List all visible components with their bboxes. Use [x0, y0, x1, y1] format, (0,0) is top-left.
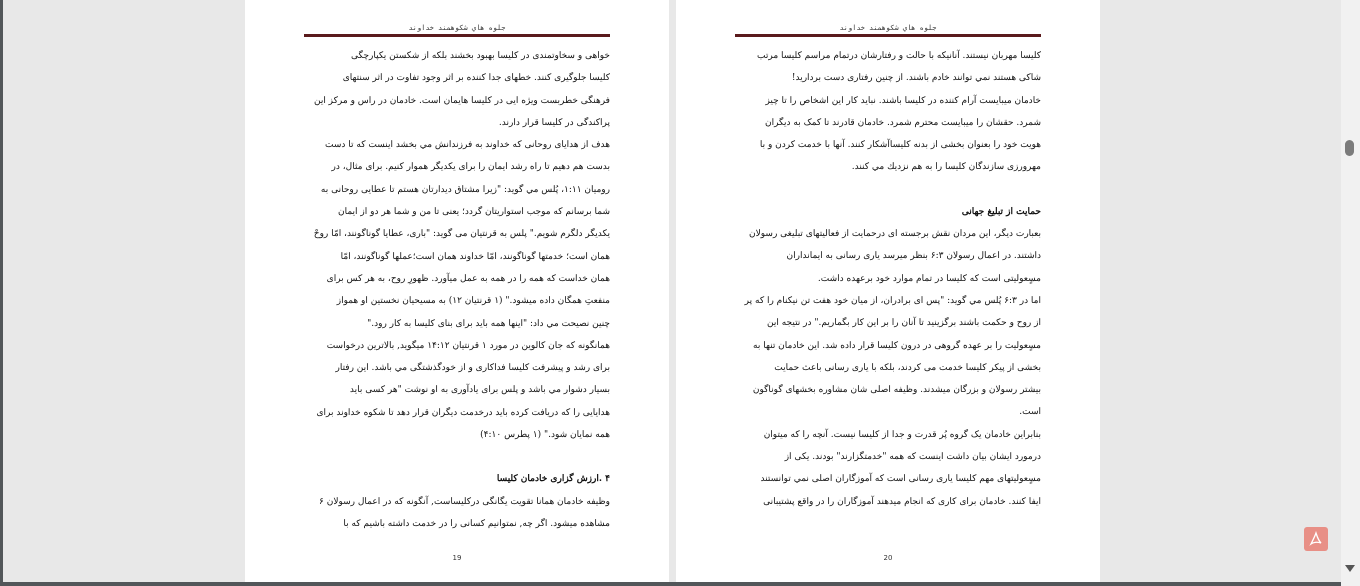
text-line [735, 179, 1041, 201]
text-line: داشتند. در اعمال رسولان ۶:۳ بنظر میرسد یاری رسانی به ایمانداران [786, 251, 1041, 262]
text-line: خادمان میبایست آرام کننده در کلیسا باشند. نباید کار این اشخاص را تا چیز [765, 95, 1041, 106]
pdf-icon[interactable] [1304, 527, 1328, 551]
header-rule [304, 34, 610, 37]
text-line: کلیسا جلوگیری کنند. خطهای جدا کننده بر اثر وجود تفاوت در اثر سنتهای [342, 73, 610, 84]
text-line: همان خداست که همه را در همه به عمل میآورد. ظهورِ روح، به هر کس برای [326, 273, 610, 284]
text-line: هدایایی را که دریافت کرده باید درخدمت دیگران قرار دهد تا شکوه خداوند برای [316, 407, 610, 418]
pdf-page-20 [676, 0, 1100, 582]
page-number: 19 [452, 554, 462, 562]
scroll-down-arrow-icon[interactable] [1345, 565, 1355, 572]
text-line: شما برسانم که موجب استواریتان گردد؛ یعنی تا من و شما هر دو از ایمان [337, 207, 610, 218]
text-line: فرهنگی خطربست ویژه ایی در کلیسا هایمان است. خادمان در راس و مرکز این [313, 95, 610, 106]
text-line: شاکی هستند نمي توانند خادم باشند. از چنین رفتاری دست بردارید! [791, 73, 1041, 84]
text-line: شمرد. حقشان را میبایست محترم شمرد. خادمان قادرند تا کمک به دیگران [764, 117, 1041, 128]
text-line: همان است؛ خدمتها گوناگونند، امّا خداوند همان است؛عملها گوناگونند، امّا [340, 251, 610, 262]
text-line: ایفا کنند. خادمان برای کاری که انجام میدهند آموزگاران را در واقع پشتیبانی [763, 496, 1041, 507]
text-line: بخشی از پیکر کلیسا خدمت می کردند، بلکه با یاری رسانی باعث حمایت [774, 362, 1041, 373]
text-line: چنین نصیحت مي داد: "اینها همه باید برای بنای کلیسا به کار رود." [367, 318, 610, 329]
page-text [735, 45, 1041, 513]
text-line: برای رشد و پیشرفت کلیسا فداکاری و از خودگذشتگی مي باشد. این رفتار [335, 363, 610, 374]
text-line: بیشتر رسولان و بزرگان میشدند. وظیفه اصلی شان مشاوره بخشهای گوناگون [752, 385, 1041, 396]
text-line: منفعتِ همگان داده میشود." (۱ قرنتیان ۱۲) به مسیحیان نخستین او همواز [336, 296, 610, 307]
text-line: رومیان ۱:۱۱، پُلس مي گوید: "زیرا مشتاق دیدارتان هستم تا عطایی روحانی به [320, 184, 610, 195]
text-line: اما در ۶:۳ پُلس مي گوید: "پس ای برادران، از میان خود هفت تن نیکنام را که پر [744, 295, 1041, 306]
running-head: جلوه هاي شکوهمند خداوند [408, 24, 506, 32]
pdf-page-19 [245, 0, 669, 582]
text-line: هدف از هدایای روحانی که خداوند به فرزندانش مي بخشد اینست که تا دست [325, 140, 610, 151]
text-line: یکدیگر دلگرم شویم." پلس به قرنتیان می گوید: "باری، عطایا گوناگونند، امّا روحْ [313, 229, 610, 240]
text-line: مسٍعولیت را بر عهده گروهی در درون کلیسا قرار داده شد. این خادمان تنها به [753, 340, 1041, 351]
text-line: وظیفه خادمان همانا تقویت یگانگی درکلیساست, آنگونه که در اعمال رسولان ۶ [319, 496, 610, 507]
page-number: 20 [883, 554, 893, 562]
text-line: هویت خود را بعنوان بخشی از بدنه کلیساآشکار کنند. آنها با خدمت کردن و با [759, 140, 1041, 151]
text-line: کلیسا مهربان نیستند. آنانیکه با حالت و رفتارشان درتمام مراسم کلیسا مرتب [757, 51, 1041, 61]
text-line: بسیار دشوار مي باشد و پلس برای یادآوری به او نوشت "هر کسی باید [349, 385, 610, 396]
document-viewer[interactable] [3, 0, 1341, 582]
running-head: جلوه هاي شکوهمند خداوند [839, 24, 937, 32]
text-line: بدست هم دهیم تا راه رشد ایمان را برای یکدیگر هموار کنیم. برای مثال، در [331, 162, 610, 173]
text-line: بنابراین خادمان یک گروه پُر قدرت و جدا از کلیسا نیست. آنچه را که میتوان [763, 429, 1041, 440]
text-line: از روح و حکمت باشند برگزینید تا آنان را بر این کار بگماریم." در نتیجه این [767, 318, 1041, 329]
text-line: مشاهده میشود. اگر چه, نمتوانیم کسانی را در خدمت داشته باشیم که با [343, 518, 610, 529]
section-heading: ۴ .ارزش گزاری خادمان کلیسا [496, 474, 610, 485]
text-line: همه نمایان شود." (۱ پطرس ۴:۱۰) [480, 430, 610, 441]
vertical-scrollbar[interactable] [1341, 0, 1360, 586]
scrollbar-thumb[interactable] [1345, 140, 1354, 156]
text-line [304, 446, 610, 468]
text-line: درمورد ایشان بیان داشت اینست که همه "خدمتگزارند" بودند. یکی از [784, 452, 1041, 463]
page-text [304, 45, 610, 535]
text-line: همانگونه که جان کالوین در مورد ۱ قرنتیان ۱۴:۱۲ میگوید, بالاترین درخواست [326, 340, 610, 351]
header-rule [735, 34, 1041, 37]
text-line: پراکندگی در کلیسا قرار دارند. [498, 117, 610, 128]
text-line: مهرورزی سازندگان کلیسا را به هم نزدیك مي كنند. [851, 162, 1041, 173]
text-line: مسٍعولیتی است که کلیسا در تمام موارد خود برعهده داشت. [817, 273, 1041, 284]
text-line: خواهی و سخاوتمندی در کلیسا بهبود بخشند بلکه از شکستن یکپارچگی [350, 51, 610, 61]
section-heading: حمایت از تبلیغ جهانی [961, 206, 1041, 217]
text-line: بعبارت دیگر، این مردان نقش برجسته ای درحمایت از فعالیتهای تبلیغی رسولان [749, 229, 1041, 240]
text-line: مسٍعولیتهای مهم کلیسا یاری رسانی است که آموزگاران اصلی نمي توانستند [760, 474, 1041, 485]
text-line: است. [1019, 407, 1041, 418]
